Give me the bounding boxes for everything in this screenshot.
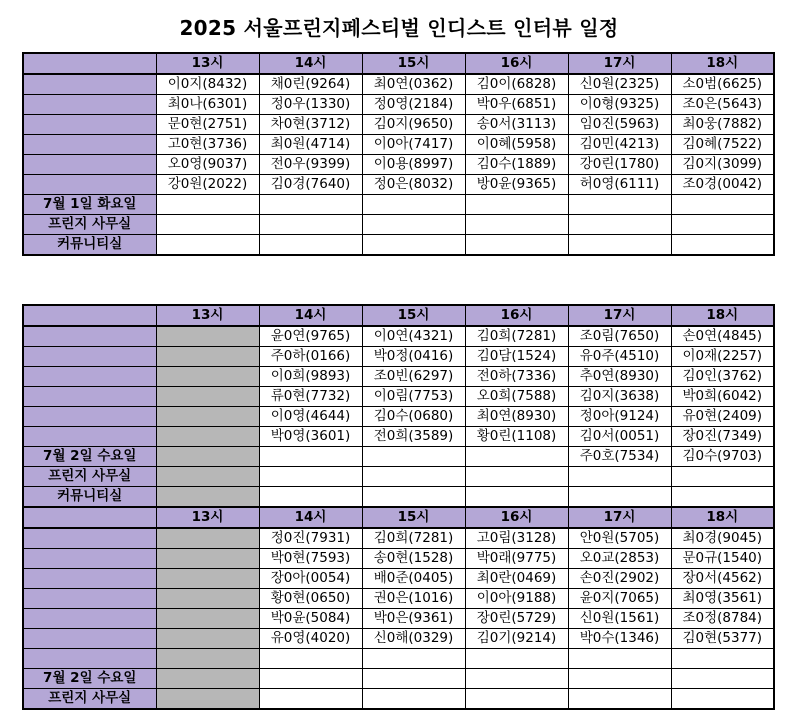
interview-slot: 이0희(9893) bbox=[259, 367, 362, 387]
interview-slot bbox=[259, 235, 362, 256]
interview-slot: 윤0연(9765) bbox=[259, 326, 362, 347]
interview-slot: 조0빈(6297) bbox=[362, 367, 465, 387]
interview-slot: 유0주(4510) bbox=[568, 347, 671, 367]
table-row bbox=[23, 447, 774, 467]
interview-slot: 조0경(0042) bbox=[671, 175, 774, 195]
table-row bbox=[23, 689, 774, 710]
interview-slot bbox=[362, 649, 465, 669]
page-title: 2025 서울프린지페스티벌 인디스트 인터뷰 일정 bbox=[179, 16, 619, 40]
hour-header: 18시 bbox=[671, 305, 774, 326]
interview-slot: 김0경(7640) bbox=[259, 175, 362, 195]
interview-slot: 박0희(6042) bbox=[671, 387, 774, 407]
interview-slot: 오0영(9037) bbox=[156, 155, 259, 175]
table-row bbox=[23, 609, 774, 629]
interview-slot: 장0서(4562) bbox=[671, 569, 774, 589]
interview-slot: 김0지(3638) bbox=[568, 387, 671, 407]
interview-slot bbox=[568, 649, 671, 669]
hour-header-14: 14시 bbox=[259, 53, 362, 74]
interview-slot bbox=[671, 235, 774, 256]
interview-slot bbox=[568, 195, 671, 215]
hour-header: 14시 bbox=[259, 507, 362, 528]
interview-slot bbox=[465, 487, 568, 508]
interview-slot: 이0지(8432) bbox=[156, 74, 259, 95]
day-label-cell: 프린지 사무실 bbox=[23, 689, 156, 710]
day-label-cell: 커뮤니티실 bbox=[23, 235, 156, 256]
interview-slot: 배0준(0405) bbox=[362, 569, 465, 589]
interview-slot: 장0린(5729) bbox=[465, 609, 568, 629]
day-label-cell: 7월 1일 화요일 bbox=[23, 195, 156, 215]
interview-slot bbox=[362, 467, 465, 487]
label-header-cell bbox=[23, 305, 156, 326]
interview-slot: 이0용(8997) bbox=[362, 155, 465, 175]
interview-slot: 조0림(7650) bbox=[568, 326, 671, 347]
interview-slot bbox=[156, 235, 259, 256]
day-label-cell bbox=[23, 649, 156, 669]
interview-slot: 주0하(0166) bbox=[259, 347, 362, 367]
interview-slot: 소0범(6625) bbox=[671, 74, 774, 95]
interview-slot: 이0아(9188) bbox=[465, 589, 568, 609]
hour-header: 18시 bbox=[671, 507, 774, 528]
table-row bbox=[23, 669, 774, 689]
day-label-cell bbox=[23, 589, 156, 609]
interview-slot bbox=[671, 467, 774, 487]
table-row bbox=[23, 235, 774, 256]
table-row bbox=[23, 549, 774, 569]
interview-slot bbox=[259, 467, 362, 487]
interview-slot: 손0진(2902) bbox=[568, 569, 671, 589]
interview-slot bbox=[259, 669, 362, 689]
interview-slot bbox=[362, 195, 465, 215]
interview-slot bbox=[362, 487, 465, 508]
interview-slot: 전0우(9399) bbox=[259, 155, 362, 175]
interview-slot bbox=[156, 467, 259, 487]
hour-header: 13시 bbox=[156, 507, 259, 528]
interview-slot bbox=[156, 347, 259, 367]
interview-slot: 고0현(3736) bbox=[156, 135, 259, 155]
interview-slot: 황0현(0650) bbox=[259, 589, 362, 609]
day-label-cell: 프린지 사무실 bbox=[23, 467, 156, 487]
interview-slot bbox=[156, 589, 259, 609]
interview-slot bbox=[568, 669, 671, 689]
interview-slot bbox=[156, 387, 259, 407]
interview-slot bbox=[156, 195, 259, 215]
interview-slot bbox=[465, 669, 568, 689]
interview-slot bbox=[568, 467, 671, 487]
interview-slot bbox=[362, 689, 465, 710]
table-row bbox=[23, 195, 774, 215]
interview-slot bbox=[465, 649, 568, 669]
table-row bbox=[23, 528, 774, 549]
interview-slot: 신0원(2325) bbox=[568, 74, 671, 95]
interview-slot bbox=[671, 195, 774, 215]
table-row bbox=[23, 467, 774, 487]
interview-slot: 정0우(1330) bbox=[259, 95, 362, 115]
table-row bbox=[23, 589, 774, 609]
interview-slot: 김0수(1889) bbox=[465, 155, 568, 175]
interview-slot: 김0희(7281) bbox=[362, 528, 465, 549]
interview-slot bbox=[156, 669, 259, 689]
interview-slot: 방0윤(9365) bbox=[465, 175, 568, 195]
interview-slot: 박0은(9361) bbox=[362, 609, 465, 629]
hour-header-16: 16시 bbox=[465, 53, 568, 74]
interview-slot: 이0영(4644) bbox=[259, 407, 362, 427]
interview-slot bbox=[671, 649, 774, 669]
day-label-cell: 커뮤니티실 bbox=[23, 487, 156, 508]
interview-slot: 김0지(9650) bbox=[362, 115, 465, 135]
interview-slot bbox=[156, 609, 259, 629]
label-header-cell bbox=[23, 507, 156, 528]
interview-slot: 강0원(2022) bbox=[156, 175, 259, 195]
interview-slot bbox=[568, 215, 671, 235]
interview-slot bbox=[465, 215, 568, 235]
table-row bbox=[23, 629, 774, 649]
hour-header-18: 18시 bbox=[671, 53, 774, 74]
interview-slot: 장0아(0054) bbox=[259, 569, 362, 589]
day-label-cell bbox=[23, 629, 156, 649]
table-row bbox=[23, 74, 774, 95]
interview-slot: 송0서(3113) bbox=[465, 115, 568, 135]
interview-slot: 김0민(4213) bbox=[568, 135, 671, 155]
interview-slot: 김0이(6828) bbox=[465, 74, 568, 95]
table-row bbox=[23, 326, 774, 347]
day-label-cell bbox=[23, 326, 156, 347]
interview-slot: 최0경(9045) bbox=[671, 528, 774, 549]
interview-slot: 정0은(8032) bbox=[362, 175, 465, 195]
table-row bbox=[23, 175, 774, 195]
day-label-cell bbox=[23, 569, 156, 589]
interview-slot: 최0영(3561) bbox=[671, 589, 774, 609]
interview-slot: 유0영(4020) bbox=[259, 629, 362, 649]
interview-slot: 김0수(9703) bbox=[671, 447, 774, 467]
hour-header-15: 15시 bbox=[362, 53, 465, 74]
interview-slot: 윤0지(7065) bbox=[568, 589, 671, 609]
interview-slot: 신0해(0329) bbox=[362, 629, 465, 649]
table-row bbox=[23, 115, 774, 135]
interview-slot bbox=[259, 649, 362, 669]
interview-slot bbox=[671, 487, 774, 508]
interview-slot bbox=[362, 215, 465, 235]
interview-slot: 오0희(7588) bbox=[465, 387, 568, 407]
interview-slot bbox=[156, 367, 259, 387]
interview-slot: 전0하(7336) bbox=[465, 367, 568, 387]
table-row bbox=[23, 387, 774, 407]
day-label-cell bbox=[23, 155, 156, 175]
interview-slot bbox=[568, 235, 671, 256]
interview-slot: 김0지(3099) bbox=[671, 155, 774, 175]
interview-slot: 황0린(1108) bbox=[465, 427, 568, 447]
hour-header: 17시 bbox=[568, 305, 671, 326]
interview-slot bbox=[671, 215, 774, 235]
interview-slot: 박0우(6851) bbox=[465, 95, 568, 115]
interview-slot bbox=[156, 689, 259, 710]
table-row bbox=[23, 427, 774, 447]
interview-slot: 박0영(3601) bbox=[259, 427, 362, 447]
day-label-cell bbox=[23, 387, 156, 407]
interview-slot bbox=[465, 235, 568, 256]
day-label-cell bbox=[23, 528, 156, 549]
interview-slot bbox=[156, 569, 259, 589]
interview-slot bbox=[156, 215, 259, 235]
interview-slot: 임0진(5963) bbox=[568, 115, 671, 135]
table-row bbox=[23, 569, 774, 589]
hour-header: 16시 bbox=[465, 507, 568, 528]
interview-slot: 이0재(2257) bbox=[671, 347, 774, 367]
interview-slot: 박0윤(5084) bbox=[259, 609, 362, 629]
table-row bbox=[23, 215, 774, 235]
interview-slot: 박0수(1346) bbox=[568, 629, 671, 649]
interview-slot: 김0수(0680) bbox=[362, 407, 465, 427]
interview-slot bbox=[465, 689, 568, 710]
interview-slot: 류0현(7732) bbox=[259, 387, 362, 407]
interview-slot: 박0현(7593) bbox=[259, 549, 362, 569]
day-label-cell bbox=[23, 609, 156, 629]
interview-slot: 권0은(1016) bbox=[362, 589, 465, 609]
interview-slot bbox=[156, 549, 259, 569]
table-row bbox=[23, 155, 774, 175]
interview-slot bbox=[465, 447, 568, 467]
interview-slot bbox=[259, 487, 362, 508]
day-label-cell bbox=[23, 549, 156, 569]
interview-slot: 안0원(5705) bbox=[568, 528, 671, 549]
interview-slot: 문0현(2751) bbox=[156, 115, 259, 135]
interview-slot: 전0희(3589) bbox=[362, 427, 465, 447]
interview-slot: 김0현(5377) bbox=[671, 629, 774, 649]
interview-slot: 이0림(7753) bbox=[362, 387, 465, 407]
day-label-cell: 7월 2일 수요일 bbox=[23, 447, 156, 467]
hour-header: 16시 bbox=[465, 305, 568, 326]
interview-slot bbox=[156, 427, 259, 447]
day-label-cell bbox=[23, 347, 156, 367]
hour-header: 14시 bbox=[259, 305, 362, 326]
hour-header-13: 13시 bbox=[156, 53, 259, 74]
interview-slot: 추0연(8930) bbox=[568, 367, 671, 387]
schedule-table-jul2 bbox=[22, 304, 775, 710]
interview-slot: 이0혜(5958) bbox=[465, 135, 568, 155]
interview-slot: 이0아(7417) bbox=[362, 135, 465, 155]
interview-slot bbox=[156, 649, 259, 669]
interview-slot: 정0진(7931) bbox=[259, 528, 362, 549]
interview-slot: 이0형(9325) bbox=[568, 95, 671, 115]
interview-slot: 채0린(9264) bbox=[259, 74, 362, 95]
interview-slot: 차0현(3712) bbox=[259, 115, 362, 135]
interview-slot: 김0혜(7522) bbox=[671, 135, 774, 155]
interview-slot bbox=[156, 528, 259, 549]
interview-slot bbox=[259, 195, 362, 215]
interview-slot bbox=[156, 487, 259, 508]
table-row bbox=[23, 407, 774, 427]
interview-slot bbox=[259, 215, 362, 235]
interview-slot: 조0정(8784) bbox=[671, 609, 774, 629]
interview-slot: 강0린(1780) bbox=[568, 155, 671, 175]
day-label-cell bbox=[23, 427, 156, 447]
interview-slot bbox=[156, 407, 259, 427]
interview-slot bbox=[568, 689, 671, 710]
interview-slot: 김0인(3762) bbox=[671, 367, 774, 387]
interview-slot bbox=[465, 467, 568, 487]
table-row bbox=[23, 649, 774, 669]
interview-slot: 손0연(4845) bbox=[671, 326, 774, 347]
table-row bbox=[23, 135, 774, 155]
interview-slot: 정0영(2184) bbox=[362, 95, 465, 115]
interview-slot bbox=[362, 447, 465, 467]
interview-slot bbox=[156, 326, 259, 347]
hour-header: 15시 bbox=[362, 305, 465, 326]
interview-slot bbox=[465, 195, 568, 215]
table-row bbox=[23, 95, 774, 115]
interview-slot: 문0규(1540) bbox=[671, 549, 774, 569]
interview-slot: 김0담(1524) bbox=[465, 347, 568, 367]
day-label-cell: 프린지 사무실 bbox=[23, 215, 156, 235]
interview-slot: 이0연(4321) bbox=[362, 326, 465, 347]
hour-header-17: 17시 bbox=[568, 53, 671, 74]
interview-slot: 유0현(2409) bbox=[671, 407, 774, 427]
day-label-cell bbox=[23, 367, 156, 387]
day-label-cell bbox=[23, 407, 156, 427]
interview-slot: 오0교(2853) bbox=[568, 549, 671, 569]
interview-slot: 박0래(9775) bbox=[465, 549, 568, 569]
label-header-cell bbox=[23, 53, 156, 74]
interview-slot: 송0현(1528) bbox=[362, 549, 465, 569]
table-row bbox=[23, 347, 774, 367]
day-label-cell bbox=[23, 95, 156, 115]
interview-slot: 주0호(7534) bbox=[568, 447, 671, 467]
interview-slot bbox=[671, 669, 774, 689]
interview-slot: 고0림(3128) bbox=[465, 528, 568, 549]
interview-slot bbox=[259, 689, 362, 710]
schedule-table-jul1 bbox=[22, 52, 775, 256]
hour-header: 13시 bbox=[156, 305, 259, 326]
interview-slot bbox=[259, 447, 362, 467]
table-row bbox=[23, 487, 774, 508]
day-label-cell bbox=[23, 175, 156, 195]
interview-slot: 김0기(9214) bbox=[465, 629, 568, 649]
interview-slot: 허0영(6111) bbox=[568, 175, 671, 195]
day-label-cell bbox=[23, 135, 156, 155]
interview-slot: 최0원(4714) bbox=[259, 135, 362, 155]
interview-slot bbox=[362, 235, 465, 256]
day-label-cell bbox=[23, 115, 156, 135]
interview-slot bbox=[362, 669, 465, 689]
interview-slot bbox=[156, 629, 259, 649]
interview-slot: 최0웅(7882) bbox=[671, 115, 774, 135]
interview-slot: 최0란(0469) bbox=[465, 569, 568, 589]
day-label-cell: 7월 2일 수요일 bbox=[23, 669, 156, 689]
interview-slot: 최0연(0362) bbox=[362, 74, 465, 95]
interview-slot bbox=[156, 447, 259, 467]
interview-slot: 김0서(0051) bbox=[568, 427, 671, 447]
interview-slot: 조0은(5643) bbox=[671, 95, 774, 115]
table-row bbox=[23, 367, 774, 387]
interview-slot: 장0진(7349) bbox=[671, 427, 774, 447]
interview-slot: 최0연(8930) bbox=[465, 407, 568, 427]
hour-header: 17시 bbox=[568, 507, 671, 528]
day-label-cell bbox=[23, 74, 156, 95]
interview-slot bbox=[568, 487, 671, 508]
interview-slot bbox=[671, 689, 774, 710]
interview-slot: 최0나(6301) bbox=[156, 95, 259, 115]
interview-slot: 박0정(0416) bbox=[362, 347, 465, 367]
hour-header: 15시 bbox=[362, 507, 465, 528]
interview-slot: 김0희(7281) bbox=[465, 326, 568, 347]
interview-slot: 신0원(1561) bbox=[568, 609, 671, 629]
interview-slot: 정0아(9124) bbox=[568, 407, 671, 427]
